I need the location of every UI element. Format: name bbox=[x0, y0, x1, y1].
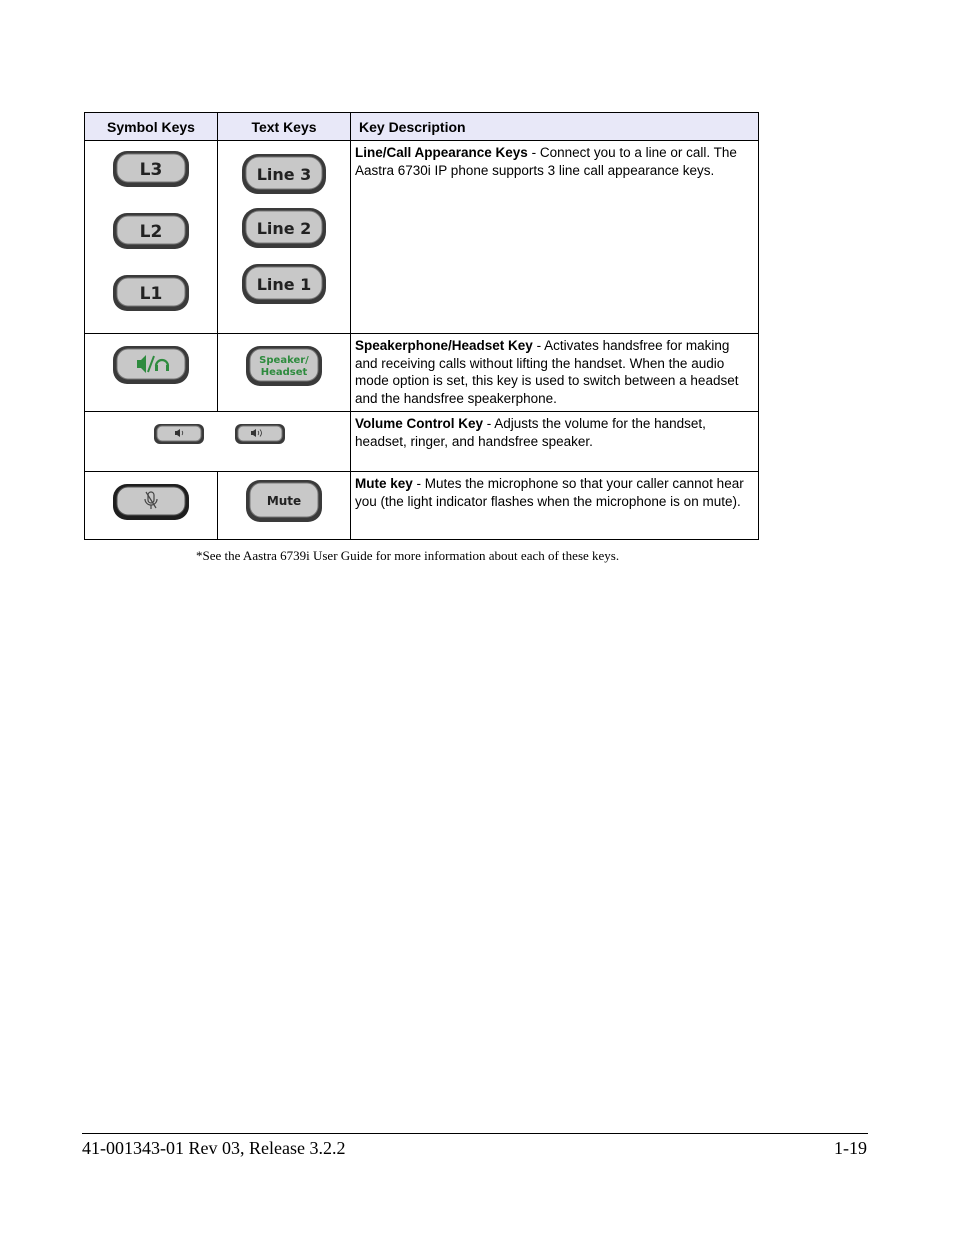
line2-key-label: Line 2 bbox=[256, 219, 312, 238]
speaker-headset-text-key bbox=[244, 344, 324, 404]
table-row bbox=[85, 472, 759, 540]
text-keys-cell bbox=[218, 141, 351, 334]
mute-key-title: Mute key bbox=[355, 476, 413, 491]
speaker-key-title: Speakerphone/Headset Key bbox=[355, 338, 533, 353]
line2-key bbox=[242, 208, 326, 248]
volume-keys bbox=[85, 422, 351, 462]
line3-key bbox=[242, 154, 326, 194]
table-header-row bbox=[85, 113, 759, 141]
l2-key-label: L2 bbox=[139, 222, 163, 242]
speaker-key-text: - Activates handsfree for making and receiving calls without lifting the handset. When the audio mode option is set, this key is used to switch between a headset and the handsfree speakerphone. bbox=[355, 338, 739, 406]
line-text-keys bbox=[241, 141, 327, 331]
l2-key bbox=[113, 213, 189, 249]
line-keys-title: Line/Call Appearance Keys bbox=[355, 145, 528, 160]
symbol-keys-cell bbox=[85, 472, 218, 540]
footer-rule bbox=[82, 1133, 868, 1134]
line-keys-text: - Connect you to a line or call. The Aastra 6730i IP phone supports 3 line call appearance keys. bbox=[355, 145, 737, 178]
line-keys-description bbox=[351, 141, 759, 334]
headset-key-label: Headset bbox=[260, 367, 308, 378]
line1-key-label: Line 1 bbox=[256, 275, 312, 294]
table-row bbox=[85, 334, 759, 412]
text-keys-cell bbox=[218, 472, 351, 540]
l1-key-label: L1 bbox=[139, 284, 163, 304]
volume-key-text: - Adjusts the volume for the handset, headset, ringer, and handsfree speaker. bbox=[355, 416, 706, 449]
volume-key-title: Volume Control Key bbox=[355, 416, 484, 431]
mute-symbol-key bbox=[111, 482, 191, 532]
volume-up-key bbox=[235, 424, 285, 444]
speaker-key-description bbox=[351, 334, 759, 412]
symbol-keys-cell bbox=[85, 141, 218, 334]
footer-page-number: 1-19 bbox=[834, 1138, 867, 1158]
speaker-headset-symbol-key bbox=[111, 344, 191, 404]
table-row bbox=[85, 412, 759, 472]
mute-key-description bbox=[351, 472, 759, 540]
footer-doc-id: 41-001343-01 Rev 03, Release 3.2.2 bbox=[82, 1138, 346, 1158]
volume-down-key bbox=[154, 424, 204, 444]
symbol-keys-cell bbox=[85, 334, 218, 412]
mute-key-text: - Mutes the microphone so that your caller cannot hear you (the light indicator flashes when the microphone is on mute). bbox=[355, 476, 744, 509]
speaker-key-label: Speaker/ bbox=[259, 355, 309, 366]
line1-key bbox=[242, 264, 326, 304]
key-table bbox=[84, 112, 759, 540]
l3-key bbox=[113, 151, 189, 187]
line-symbol-keys bbox=[111, 141, 191, 331]
header-text-keys: Text Keys bbox=[218, 113, 351, 141]
footnote: *See the Aastra 6739i User Guide for more information about each of these keys. bbox=[196, 548, 620, 563]
table-row bbox=[85, 141, 759, 334]
mute-text-key bbox=[244, 478, 324, 528]
header-key-description: Key Description bbox=[351, 113, 759, 141]
l1-key bbox=[113, 275, 189, 311]
volume-keys-cell bbox=[85, 412, 351, 472]
mute-key-label: Mute bbox=[266, 494, 302, 508]
volume-key-description bbox=[351, 412, 759, 472]
header-symbol-keys: Symbol Keys bbox=[85, 113, 218, 141]
text-keys-cell bbox=[218, 334, 351, 412]
line3-key-label: Line 3 bbox=[256, 165, 312, 184]
l3-key-label: L3 bbox=[139, 160, 163, 180]
